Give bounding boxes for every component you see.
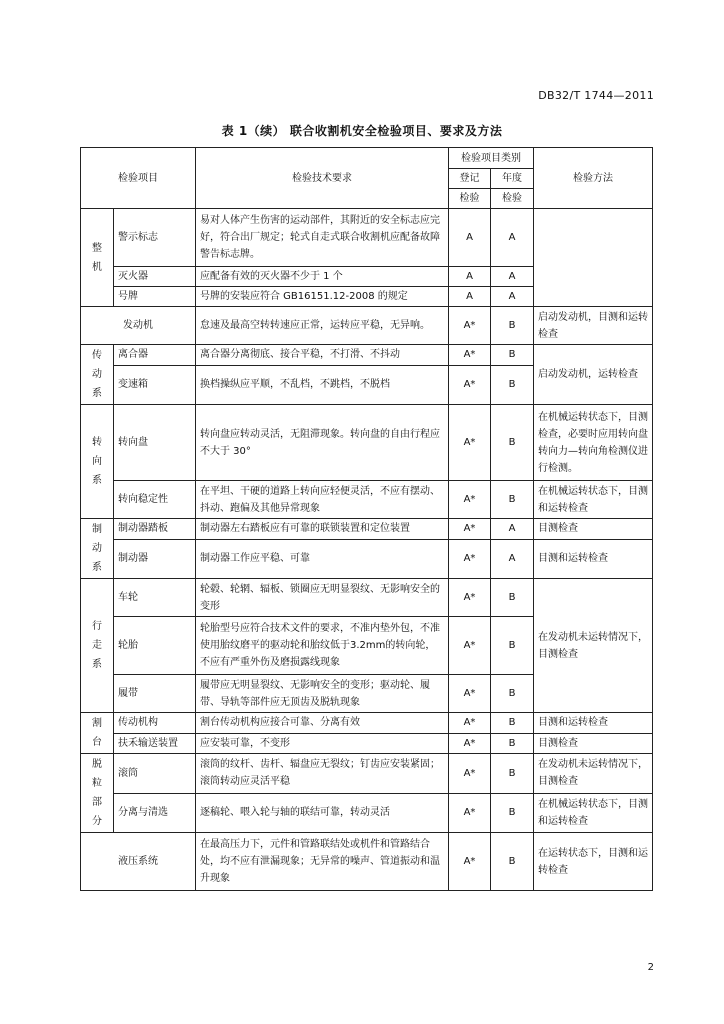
table-row [81,405,653,481]
item-annual: B [491,307,534,345]
item-reg: A* [449,519,491,540]
table-row [81,793,653,833]
item-name: 液压系统 [81,833,196,891]
item-requirement: 号牌的安装应符合 GB16151.12-2008 的规定 [196,287,449,307]
item-reg: A* [449,365,491,404]
table-row [81,481,653,519]
item-requirement: 轮胎型号应符合技术文件的要求，不准内垫外包，不准使用胎纹磨平的驱动轮和胎纹低于3.2mm的转向轮，不应有严重外伤及磨损露线现象 [196,617,449,675]
table-row [81,754,653,794]
item-name: 履带 [114,675,196,713]
item-annual: A [491,267,534,287]
item-annual: B [491,405,534,481]
item-method: 在机械运转状态下，目测和运转检查 [534,793,653,833]
item-method: 目测检查 [534,733,653,754]
item-annual: B [491,617,534,675]
item-requirement: 轮毂、轮辋、辐板、锁圈应无明显裂纹、无影响安全的变形 [196,579,449,617]
item-reg: A* [449,307,491,345]
item-reg: A [449,209,491,267]
table-row [81,209,653,267]
table-row [81,833,653,891]
item-requirement: 在最高压力下，元件和管路联结处或机件和管路结合处，均不应有泄漏现象；无异常的噪声、管道振动和温升现象 [196,833,449,891]
item-annual: B [491,675,534,713]
item-reg: A* [449,833,491,891]
item-requirement: 离合器分离彻底、接合平稳，不打滑、不抖动 [196,345,449,366]
header-method: 检验方法 [534,148,653,209]
item-requirement: 应配备有效的灭火器不少于 1 个 [196,267,449,287]
item-annual: B [491,793,534,833]
header-category: 检验项目类别 [449,148,534,169]
item-reg: A* [449,754,491,794]
item-method: 在发动机未运转情况下，目测检查 [534,579,653,713]
item-name: 分离与清选 [114,793,196,833]
item-reg: A [449,267,491,287]
item-reg: A [449,287,491,307]
item-name: 扶禾输送装置 [114,733,196,754]
item-requirement: 割台传动机构应接合可靠、分离有效 [196,713,449,734]
header-annual-2: 检验 [491,189,534,209]
item-requirement: 易对人体产生伤害的运动部件，其附近的安全标志应完好，符合出厂规定；轮式自走式联合收割机应配备故障警告标志牌。 [196,209,449,267]
item-annual: B [491,754,534,794]
header-reg-2: 检验 [449,189,491,209]
group-xingzou: 行 走 系 [81,579,114,713]
item-requirement: 制动器左右踏板应有可靠的联锁装置和定位装置 [196,519,449,540]
item-name: 转向盘 [114,405,196,481]
item-name: 车轮 [114,579,196,617]
item-name: 号牌 [114,287,196,307]
item-name: 变速箱 [114,365,196,404]
item-reg: A* [449,481,491,519]
item-reg: A* [449,539,491,578]
item-method: 目测和运转检查 [534,713,653,734]
item-reg: A* [449,579,491,617]
item-annual: B [491,579,534,617]
item-name: 灭火器 [114,267,196,287]
item-name: 发动机 [81,307,196,345]
table-row [81,579,653,617]
header-annual-1: 年度 [491,169,534,189]
item-name: 警示标志 [114,209,196,267]
item-annual: B [491,833,534,891]
item-method: 目测和运转检查 [534,539,653,578]
page-number: 2 [647,962,654,973]
table-row [81,713,653,734]
header-requirement: 检验技术要求 [196,148,449,209]
item-reg: A* [449,345,491,366]
group-zhengji: 整 机 [81,209,114,307]
item-reg: A* [449,617,491,675]
item-requirement: 滚筒的纹杆、齿杆、辐盘应无裂纹；钉齿应安装紧固；滚筒转动应灵活平稳 [196,754,449,794]
item-name: 制动器踏板 [114,519,196,540]
item-requirement: 履带应无明显裂纹、无影响安全的变形；驱动轮、履带、导轨等部件应无顶齿及脱轨现象 [196,675,449,713]
item-annual: B [491,365,534,404]
item-requirement: 逐稿轮、喂入轮与轴的联结可靠，转动灵活 [196,793,449,833]
table-row [81,345,653,366]
item-name: 轮胎 [114,617,196,675]
item-method: 在运转状态下，目测和运转检查 [534,833,653,891]
item-annual: A [491,539,534,578]
item-reg: A* [449,733,491,754]
item-reg: A* [449,713,491,734]
item-annual: A [491,519,534,540]
item-method: 启动发动机，运转检查 [534,345,653,405]
item-annual: B [491,733,534,754]
item-method: 在机械运转状态下，目测检查，必要时应用转向盘转向力—转向角检测仪进行检测。 [534,405,653,481]
item-requirement: 转向盘应转动灵活，无阻滞现象。转向盘的自由行程应不大于 30° [196,405,449,481]
item-requirement: 应安装可靠，不变形 [196,733,449,754]
item-method [534,209,653,307]
standard-code: DB32/T 1744—2011 [538,89,654,102]
item-name: 传动机构 [114,713,196,734]
item-method: 目测检查 [534,519,653,540]
item-method: 在发动机未运转情况下，目测检查 [534,754,653,794]
table-row [81,539,653,578]
header-row-1 [81,148,653,169]
item-name: 滚筒 [114,754,196,794]
item-name: 转向稳定性 [114,481,196,519]
item-name: 制动器 [114,539,196,578]
item-annual: A [491,209,534,267]
item-requirement: 在平坦、干硬的道路上转向应轻便灵活，不应有摆动、抖动、跑偏及其他异常现象 [196,481,449,519]
group-chuandong: 传 动 系 [81,345,114,405]
item-annual: B [491,481,534,519]
header-reg-1: 登记 [449,169,491,189]
item-annual: A [491,287,534,307]
item-reg: A* [449,793,491,833]
table-title: 表 1（续） 联合收割机安全检验项目、要求及方法 [221,124,503,138]
item-reg: A* [449,405,491,481]
item-method: 启动发动机，目测和运转检查 [534,307,653,345]
item-method: 在机械运转状态下，目测和运转检查 [534,481,653,519]
item-annual: B [491,713,534,734]
table-row [81,307,653,345]
item-annual: B [491,345,534,366]
group-zhuanxiang: 转 向 系 [81,405,114,519]
item-requirement: 怠速及最高空转转速应正常，运转应平稳，无异响。 [196,307,449,345]
group-tuoli: 脱 粒 部 分 [81,754,114,833]
item-name: 离合器 [114,345,196,366]
header-item: 检验项目 [81,148,196,209]
item-reg: A* [449,675,491,713]
inspection-table [80,147,653,891]
item-requirement: 制动器工作应平稳、可靠 [196,539,449,578]
table-row [81,519,653,540]
group-zhidong: 制 动 系 [81,519,114,579]
table-row [81,733,653,754]
group-getai: 割 台 [81,713,114,754]
item-requirement: 换档操纵应平顺，不乱档，不跳档，不脱档 [196,365,449,404]
